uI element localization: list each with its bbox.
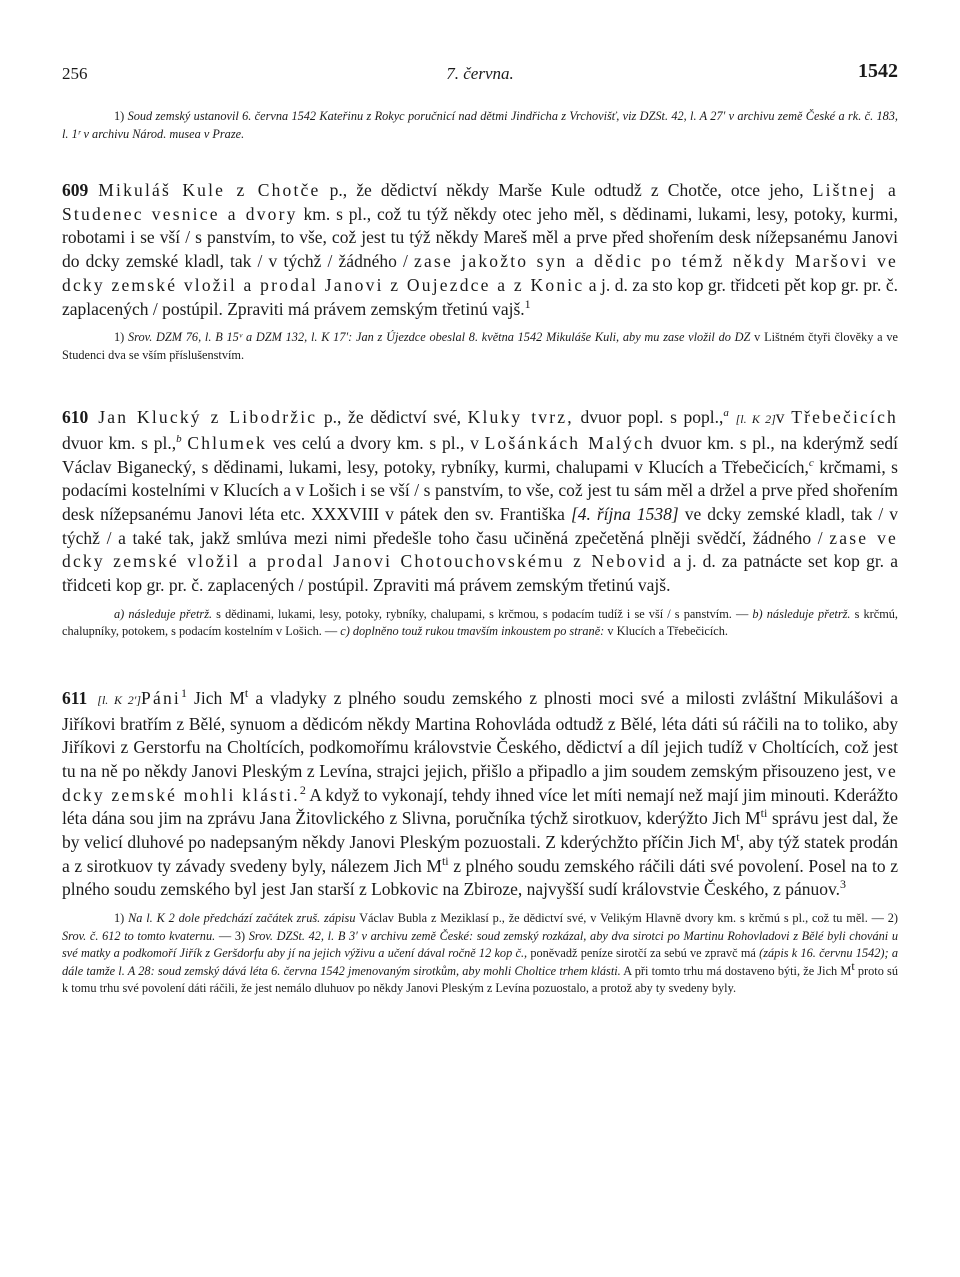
entry-place-names: Lištnej a Studenec vesnice a dvory xyxy=(62,180,898,224)
entry-text: p., že dědictví někdy Marše Kule odtudž z Chotče, otce jeho, xyxy=(320,180,813,200)
variant-mark: a xyxy=(723,407,729,420)
variant-mark: c xyxy=(808,456,814,469)
note-reference: 3 xyxy=(839,877,846,892)
footnote-label-c: c) doplněno touž rukou tmavším inkoustem po straně: xyxy=(340,624,605,639)
footnote-text: proto sú k tomu trhu své povolení dáti ráčili, že jest nemálo dluhuov po někdy Janovi Pleským z Levína pozuostalo, a protož aby ty svedeny byly. xyxy=(62,963,898,996)
running-title: 7. června. xyxy=(446,64,514,83)
year-heading: 1542 xyxy=(858,60,898,82)
entry-609 xyxy=(62,179,898,321)
entry-text: dvuor popl. s popl., xyxy=(573,407,724,428)
note-reference: 2 xyxy=(299,782,306,797)
entry-place-name: Chlumek xyxy=(187,432,267,453)
footnote-mark: 1) xyxy=(114,330,125,345)
entry-text: dvuor km. s pl., na kderýmž sedí Václav Biganecký, s dědinami, lukami, lesy, potoky, rybníky, kurmi, chalupami v Klucích a Třebečicích, xyxy=(62,432,899,477)
entry-text: krčmami, s podacími kostelními v Klucích a v Lošich i se vší / s panstvím, to vše, což jest tu sám měl a držel a prve před shořením desk nížepsanému Janovi léta etc. XXXVIII v pátek den sv. Františka xyxy=(62,456,898,525)
entry-text: a j. d. za patnácte set kop gr. a třidceti kop gr. pr. č. zaplacených / postúpil. Zpraviti má právem zemským třetinú vajš. xyxy=(62,551,898,596)
entry-text: Jich M xyxy=(186,687,245,708)
entry-text: a vladyky z plného soudu zemského z plnosti moci své a milosti zvláštní Mikulášovi a Jiříkovi bratřím z Bělé, synuom a dědicóm někdy Martina Rohovláda odtudž z Bělé, léta dáti sú ráčili na to toliko, aby Jiříkovi z Gerstorfu na Choltících, podkomořímu královstvie Českého, dědictví a díl jejich tudíž v Choltících, což jest tu na ně po někdy Janovi Pleským z Levína, strajci jejich, přišlo a připadlo a jim soudem zemským přisouzeno jest, xyxy=(62,687,899,781)
footnote-italic-text: Srov. DZM 76, l. B 15ᵛ a DZM 132, l. K 17′: Jan z Újezdce obeslal 8. května 1542 Mikuláše Kuli, aby mu zase vložil do DZ xyxy=(128,330,751,345)
footnote-mark: 1) xyxy=(114,109,125,123)
footnote-separator: — xyxy=(215,928,235,943)
variant-mark: b xyxy=(176,433,182,446)
entry-611 xyxy=(62,687,898,902)
entry-number: 609 xyxy=(62,180,89,200)
entry-text: , aby týž statek prodán a z sirotkuov ty závady svedeny byly, nálezem Jich M xyxy=(62,832,898,876)
footnote-mark: 1) xyxy=(114,911,125,926)
entry-text: km. s pl., což tu týž někdy otec jeho měl, s dědinami, lukami, lesy, potoky, kurmi, robotami i se vší / s panstvím, to vše, což jest tu týž někdy Mareš měl a prve před shořením desk nížepsanému Janovi do dcky zemské kladl, tak / v týchž / žádného / xyxy=(62,203,898,272)
footnote-label-b: b) následuje přetrž. xyxy=(752,606,851,621)
entry-spaced-text: ve dcky zemské mohli klásti. xyxy=(62,760,898,805)
footnote-text: Soud zemský ustanovil 6. června 1542 Kateřinu z Rokyc poručnicí nad dětmi Jindřicha z Vrchovišť, viz DZSt. 42, l. A 27′ v archivu země České a rk. č. 183, l. 1ʳ v archivu Národ. musea v Praze. xyxy=(62,109,898,141)
abbrev-superscript: t xyxy=(851,958,855,973)
footnote-italic-text: Srov. č. 612 to tomto kvaternu. xyxy=(62,928,216,943)
entry-party-name: Mikuláš Kule z Chotče xyxy=(98,180,321,200)
footnote-label-a: a) následuje přetrž. xyxy=(114,606,213,621)
abbrev-superscript: ti xyxy=(760,806,768,821)
footnote-italic-text: Srov. DZSt. 42, l. B 3′ v archivu země České: soud zemský rozkázal, aby dva sirotci po Martinu Rohovladovi z Bělé byli chováni u své matky a podkomoří Jiřík z Geršdorfu aby jí na jejich výživu a učení dával ročně 12 kop č., xyxy=(62,928,898,961)
date-annotation: [4. října 1538] xyxy=(570,504,679,525)
entry-spaced-text: zase jakožto syn a dědic po témž někdy Maršovi ve dcky zemské vložil a prodal Janovi z Oujezdce a z Konic xyxy=(62,251,898,295)
entry-text: správu jest dal, že by velicí dluhové po nadepsaným někdy Janovi Pleským pozuostali. Z kderýchžto příčin Jich M xyxy=(62,808,898,853)
abbrev-superscript: ti xyxy=(441,853,449,868)
entry-place-name: Lošánkách Malých xyxy=(484,432,655,453)
entry-place-name: Třebečicích xyxy=(791,407,898,428)
entry-number: 611 xyxy=(62,687,88,708)
abbrev-superscript: t xyxy=(736,830,740,845)
abbrev-superscript: t xyxy=(244,686,249,701)
leaf-marker: [l. K 2] xyxy=(735,412,776,427)
footnote-italic-text: Na l. K 2 dole předchází začátek zruš. zápisu xyxy=(124,911,356,926)
footnote-text: A při tomto trhu má dostaveno býti, že Jich M xyxy=(620,963,852,978)
footnote-text: v Lištném čtyři člověky a ve Studenci dva se vším příslušenstvím. xyxy=(62,330,899,362)
document-page xyxy=(62,58,898,998)
note-reference: 1 xyxy=(180,686,187,701)
footnote-text: s dědinami, lukami, lesy, potoky, rybníky, chalupami, s krčmou, s podacím tudíž i se vší / s panstvím. — xyxy=(212,606,753,621)
entry-text: dvuor km. s pl., xyxy=(62,432,177,453)
footnote-italic-text: (zápis k 16. červnu 1542); a dále tamže l. A 28: soud zemský dává léta 6. června 1542 jmenovaným sirotkům, aby mohli Choltice trhem klásti. xyxy=(62,946,898,978)
footnote-610 xyxy=(62,606,898,641)
footnote-611 xyxy=(62,910,898,998)
footnote-text: v Klucích a Třebečicích. xyxy=(604,624,728,639)
footnote-mark: 2) xyxy=(887,911,899,926)
footnote-text: s krčmú, chalupníky, potokem, s podacím kostelním v Lošich. — xyxy=(62,606,898,639)
entry-text: p., že dědictví své, xyxy=(317,407,468,428)
entry-party-name: Jan Klucký z Libodržic xyxy=(98,407,318,428)
note-reference: 1 xyxy=(524,296,531,311)
entry-text: Páni xyxy=(141,687,181,708)
page-number: 256 xyxy=(62,64,88,83)
page-header xyxy=(62,58,898,88)
entry-spaced-text: zase ve dcky zemské vložil a prodal Janovi Chotouchovskému z Nebovid xyxy=(62,527,898,572)
entry-610 xyxy=(62,406,898,598)
entry-place-name: Kluky tvrz, xyxy=(467,407,574,428)
entry-number: 610 xyxy=(62,407,89,428)
footnote-609 xyxy=(62,329,898,364)
entry-text: a j. d. za sto kop gr. třidceti pět kop gr. pr. č. zaplacených / postúpil. Zpraviti má právem zemským třetinú vajš. xyxy=(62,274,898,319)
entry-text: z plného soudu zemského ráčili dáti své povolení. Posel na to z plného soudu zemského byl jest Jan starší z Lobkovic na Zbiroze, najvyšší sudí královstvie Českého, z pánuov. xyxy=(62,855,898,900)
footnote-mark: 3) xyxy=(234,928,246,943)
entry-text: A když to vykonají, tehdy ihned více let míti nemají než mají jim minouti. Kderážto léta dána sou jim na zprávu Jana Žitovlického z Slivna, poručníka týchž sirotkuov, kderýžto Jich M xyxy=(62,784,898,829)
footnote-top xyxy=(62,108,898,143)
footnote-text: poněvadž peníze sirotčí za sebú ve zpravč má xyxy=(527,946,756,961)
entry-text: ve dcky zemské kladl, tak / v týchž / a také tak, jakž smlúva mezi nimi předešle toho času učiněná zpečetěná plněji svědčí, žádného / xyxy=(62,504,899,548)
leaf-marker: [l. K 2′] xyxy=(97,692,142,707)
entry-text: ves celú a dvory km. s pl., v xyxy=(266,432,485,453)
entry-text: v xyxy=(775,407,792,428)
footnote-text: Václav Bubla z Meziklasí p., že dědictví své, v Velikým Hlavně dvory km. s krčmú s pl., což tu měl. — xyxy=(355,911,888,926)
